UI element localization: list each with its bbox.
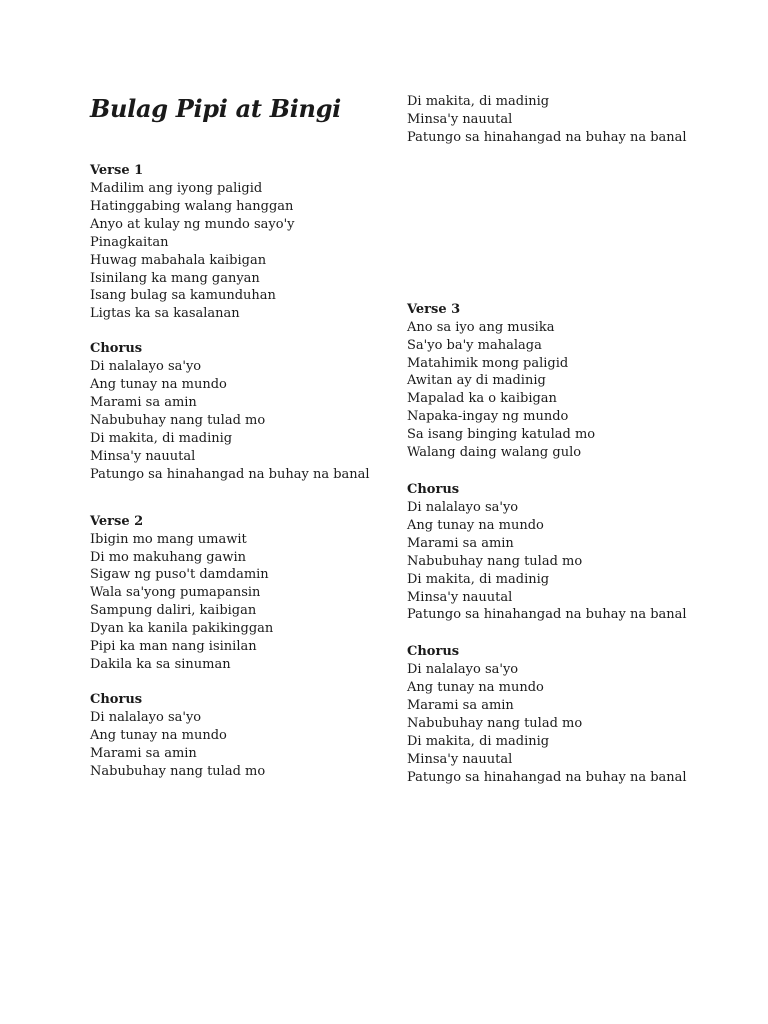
lyric-line: Matahimik mong paligid	[407, 355, 569, 371]
lyric-line: Awitan ay di madinig	[407, 373, 546, 389]
lyric-line: Sa'yo ba'y mahalaga	[407, 337, 542, 353]
lyric-line: Ang tunay na mundo	[90, 727, 227, 743]
lyric-line: Marami sa amin	[90, 395, 197, 411]
lyric-line: Ibigin mo mang umawit	[90, 531, 247, 547]
song-title: Bulag Pipi at Bingi	[90, 94, 341, 123]
lyric-line: Madilim ang iyong paligid	[90, 181, 263, 196]
chorus-2-continued	[407, 93, 747, 147]
section-heading: Verse 3	[407, 301, 461, 317]
lyric-line: Nabubuhay nang tulad mo	[90, 412, 266, 428]
lyric-line: Ano sa iyo ang musika	[407, 319, 555, 335]
lyric-line: Nabubuhay nang tulad mo	[90, 763, 266, 779]
lyric-line: Sampung daliri, kaibigan	[90, 603, 257, 619]
lyric-line: Di mo makuhang gawin	[90, 549, 247, 565]
chorus-4	[407, 643, 747, 786]
lyric-line: Di nalalayo sa'yo	[407, 662, 519, 678]
lyric-line: Walang daing walang gulo	[407, 445, 582, 461]
lyric-line: Ligtas ka sa kasalanan	[90, 306, 240, 322]
lyric-line: Minsa'y nauutal	[90, 448, 196, 464]
right-column	[407, 93, 747, 787]
chorus-3	[407, 481, 747, 624]
lyric-line: Marami sa amin	[407, 535, 514, 551]
lyric-line: Patungo sa hinahangad na buhay na banal	[407, 129, 687, 145]
lyric-line: Di nalalayo sa'yo	[407, 499, 519, 515]
lyric-line: Dyan ka kanila pakikinggan	[90, 621, 274, 637]
lyric-line: Nabubuhay nang tulad mo	[407, 553, 583, 569]
section-heading: Chorus	[90, 341, 143, 357]
lyric-line: Di makita, di madinig	[407, 94, 550, 109]
lyric-line: Minsa'y nauutal	[407, 111, 513, 127]
lyric-line: Mapalad ka o kaibigan	[407, 391, 557, 407]
lyric-line: Hatinggabing walang hanggan	[90, 198, 294, 214]
section-heading: Chorus	[407, 481, 460, 497]
lyric-line: Sa isang binging katulad mo	[407, 427, 596, 443]
lyric-line: Di makita, di madinig	[90, 430, 233, 446]
lyric-line: Marami sa amin	[407, 698, 514, 714]
lyric-line: Ang tunay na mundo	[90, 377, 227, 393]
lyric-line: Minsa'y nauutal	[407, 751, 513, 767]
chorus-2	[90, 691, 390, 781]
lyric-line: Patungo sa hinahangad na buhay na banal	[90, 466, 370, 482]
lyric-line: Dakila ka sa sinuman	[90, 656, 231, 672]
lyric-line: Di nalalayo sa'yo	[90, 709, 202, 725]
lyric-line: Di makita, di madinig	[407, 571, 550, 587]
lyric-line: Patungo sa hinahangad na buhay na banal	[407, 769, 687, 785]
verse-1	[90, 162, 390, 323]
lyric-line: Isang bulag sa kamunduhan	[90, 288, 276, 304]
lyric-line: Marami sa amin	[90, 745, 197, 761]
left-column	[90, 92, 390, 780]
lyric-line: Patungo sa hinahangad na buhay na banal	[407, 607, 687, 623]
lyric-line: Isinilang ka mang ganyan	[90, 270, 260, 286]
lyric-line: Wala sa'yong pumapansin	[90, 585, 261, 601]
lyric-line: Minsa'y nauutal	[407, 589, 513, 605]
lyric-line: Di nalalayo sa'yo	[90, 359, 202, 375]
chorus-1	[90, 340, 390, 483]
lyric-line: Pinagkaitan	[90, 234, 169, 250]
section-heading: Chorus	[90, 691, 143, 707]
lyric-line: Ang tunay na mundo	[407, 680, 544, 696]
section-heading: Chorus	[407, 644, 460, 660]
section-heading: Verse 2	[90, 513, 144, 529]
lyric-line: Sigaw ng puso't damdamin	[90, 567, 269, 583]
lyric-line: Pipi ka man nang isinilan	[90, 639, 257, 655]
lyric-line: Ang tunay na mundo	[407, 517, 544, 533]
verse-2	[90, 513, 390, 674]
section-heading: Verse 1	[90, 163, 144, 178]
verse-3	[407, 301, 747, 462]
lyric-line: Napaka-ingay ng mundo	[407, 409, 569, 425]
lyric-line: Huwag mabahala kaibigan	[90, 252, 267, 268]
lyric-line: Anyo at kulay ng mundo sayo'y	[90, 216, 295, 232]
lyric-line: Nabubuhay nang tulad mo	[407, 716, 583, 732]
lyric-line: Di makita, di madinig	[407, 733, 550, 749]
